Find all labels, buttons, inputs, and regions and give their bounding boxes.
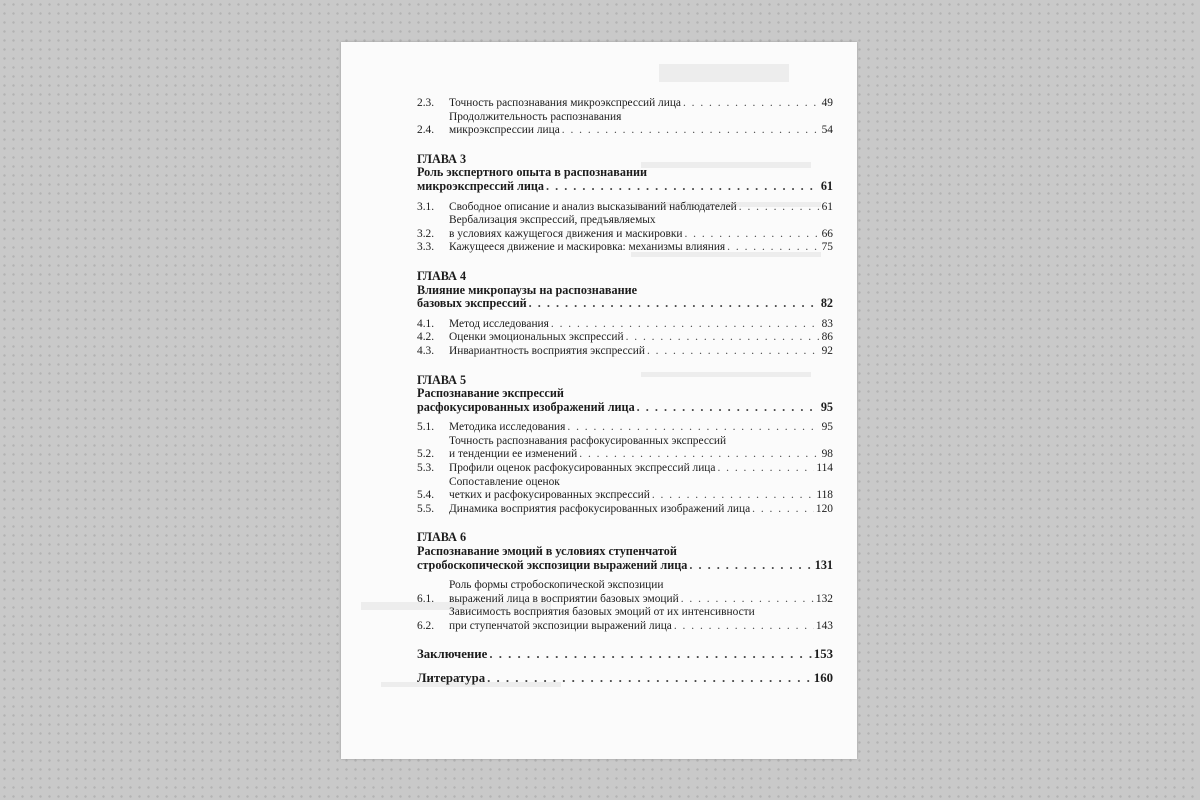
item-number: 3.3. — [417, 241, 435, 254]
item-title — [449, 421, 833, 435]
toc-item — [417, 318, 833, 332]
toc-item — [417, 421, 833, 435]
item-number: 5.4. — [417, 489, 435, 502]
page-number: 114 — [816, 462, 833, 475]
item-number: 5.5. — [417, 502, 435, 515]
document-page — [341, 42, 857, 759]
title-text: при ступенчатой экспозиции выражений лица — [449, 620, 672, 632]
closing-entry — [417, 670, 833, 686]
dot-leader — [739, 201, 820, 215]
title-text: Точность распознавания микроэкспрессий лица — [449, 97, 681, 109]
title-text: Роль экспертного опыта в распознавании — [417, 165, 648, 180]
page-number: 83 — [821, 317, 833, 330]
item-title — [449, 345, 833, 359]
item-title — [449, 97, 833, 111]
title-text: Метод исследования — [449, 317, 549, 330]
page-number: 153 — [813, 646, 833, 661]
item-title — [449, 111, 833, 138]
chapter-section — [417, 153, 833, 255]
title-line — [417, 545, 833, 559]
page-number: 75 — [821, 241, 833, 254]
item-number: 5.3. — [417, 462, 435, 475]
chapter-title-row — [417, 166, 833, 193]
page-number: 61 — [820, 178, 833, 193]
dot-leader — [752, 503, 814, 517]
page-number: 92 — [821, 344, 833, 357]
item-number: 4.3. — [417, 344, 435, 357]
dot-leader — [689, 559, 812, 573]
dot-leader — [579, 448, 819, 462]
toc-item — [417, 579, 833, 606]
chapter-label: ГЛАВА 6 — [417, 530, 467, 545]
title-line — [449, 201, 833, 215]
dot-leader — [529, 297, 819, 311]
title-text: Роль формы стробоскопической экспозиции — [449, 579, 664, 592]
title-line — [449, 421, 833, 435]
page-number: 95 — [821, 421, 833, 434]
intro-items — [417, 97, 833, 138]
dot-leader — [684, 228, 819, 242]
title-text: Инвариантность восприятия экспрессий — [449, 344, 645, 357]
chapter-title — [417, 387, 833, 414]
page-number: 95 — [820, 399, 833, 414]
title-text: Продолжительность распознавания — [449, 110, 622, 123]
title-text: Распознавание эмоций в условиях ступенчатой — [417, 544, 677, 559]
title-line — [449, 241, 833, 255]
item-number: 2.4. — [417, 124, 435, 137]
toc-item — [417, 111, 833, 138]
item-title — [449, 476, 833, 503]
title-line — [449, 503, 833, 517]
toc-item — [417, 476, 833, 503]
item-number: 6.1. — [417, 592, 435, 605]
title-text: микроэкспрессий лица — [417, 178, 545, 193]
title-line — [449, 489, 833, 503]
item-number: 3.1. — [417, 200, 435, 213]
title-line — [449, 606, 833, 620]
toc-item — [417, 606, 833, 633]
title-line — [449, 97, 833, 111]
item-number: 6.2. — [417, 620, 435, 632]
page-number: 66 — [821, 227, 833, 240]
title-text: Динамика восприятия расфокусированных изображений лица — [449, 502, 751, 515]
dot-leader — [626, 331, 820, 345]
dot-leader — [647, 345, 820, 359]
closing-title: Литература — [417, 670, 486, 685]
item-number: 4.2. — [417, 331, 435, 344]
title-text: Зависимость восприятия базовых эмоций от их интенсивности — [449, 606, 755, 619]
title-line — [417, 401, 833, 415]
toc-item — [417, 97, 833, 111]
title-line — [449, 331, 833, 345]
toc-item — [417, 345, 833, 359]
title-text: Влияние микропаузы на распознавание — [417, 282, 638, 297]
dot-leader — [674, 620, 814, 634]
item-title — [449, 318, 833, 332]
page-number: 143 — [815, 620, 833, 632]
title-line — [449, 345, 833, 359]
page-number: 82 — [820, 296, 833, 311]
page-number: 131 — [814, 557, 833, 572]
title-line — [449, 214, 833, 228]
item-number: 5.2. — [417, 448, 435, 461]
dot-leader — [562, 124, 820, 138]
title-line — [449, 593, 833, 607]
dot-leader — [489, 646, 811, 662]
page-number: 98 — [821, 448, 833, 461]
dot-leader — [681, 593, 814, 607]
title-text: Профили оценок расфокусированных экспрессий лица — [449, 462, 716, 475]
title-line — [417, 166, 833, 180]
title-text: Точность распознавания расфокусированных экспрессий — [449, 434, 727, 447]
title-text: микроэкспрессии лица — [449, 124, 560, 137]
title-line — [449, 579, 833, 593]
title-text: в условиях кажущегося движения и маскировки — [449, 227, 683, 240]
chapter-title — [417, 545, 833, 572]
table-of-contents — [417, 97, 833, 686]
item-title — [449, 606, 833, 633]
chapter-label: ГЛАВА 3 — [417, 151, 467, 166]
chapter-title-row — [417, 284, 833, 311]
title-text: расфокусированных изображений лица — [417, 399, 635, 414]
title-text: Вербализация экспрессий, предъявляемых — [449, 214, 656, 227]
toc-item — [417, 462, 833, 476]
title-text: четких и расфокусированных экспрессий — [449, 489, 650, 502]
toc-item — [417, 331, 833, 345]
title-text: выражений лица в восприятии базовых эмоций — [449, 592, 679, 605]
dot-leader — [727, 241, 819, 255]
title-text: Оценки эмоциональных экспрессий — [449, 331, 624, 344]
chapter-title — [417, 284, 833, 311]
title-text: стробоскопической экспозиции выражений лица — [417, 557, 688, 572]
toc-item — [417, 241, 833, 255]
title-line — [449, 124, 833, 138]
toc-item — [417, 214, 833, 241]
toc-item — [417, 435, 833, 462]
dot-leader — [487, 670, 812, 686]
item-number: 2.3. — [417, 97, 435, 109]
title-line — [449, 435, 833, 449]
dot-leader — [683, 97, 820, 111]
title-text: Распознавание экспрессий — [417, 386, 564, 401]
title-line — [449, 318, 833, 332]
chapter-items — [417, 201, 833, 255]
title-text: Свободное описание и анализ высказываний наблюдателей — [449, 200, 737, 213]
closing-title: Заключение — [417, 646, 488, 661]
chapter-section — [417, 374, 833, 517]
closing-entry — [417, 646, 833, 662]
item-title — [449, 579, 833, 606]
dot-leader — [652, 489, 815, 503]
toc-item — [417, 503, 833, 517]
title-text: Кажущееся движение и маскировка: механизмы влияния — [449, 241, 726, 254]
title-line — [417, 559, 833, 573]
item-title — [449, 462, 833, 476]
title-text: базовых экспрессий — [417, 296, 527, 311]
title-text: Сопоставление оценок — [449, 475, 560, 488]
page-number: 120 — [815, 502, 833, 515]
title-line — [449, 111, 833, 125]
page-number: 54 — [821, 124, 833, 137]
dot-leader — [567, 421, 819, 435]
chapter-items — [417, 421, 833, 516]
page-number: 49 — [821, 97, 833, 109]
chapter-section — [417, 531, 833, 633]
chapter-items — [417, 579, 833, 633]
closing-items — [417, 646, 833, 686]
chapter-title-row — [417, 545, 833, 572]
page-number: 160 — [813, 670, 833, 685]
title-line — [417, 297, 833, 311]
page-number: 61 — [821, 200, 833, 213]
chapter-label: ГЛАВА 4 — [417, 268, 467, 283]
item-number: 3.2. — [417, 227, 435, 240]
page-number: 118 — [816, 489, 833, 502]
dot-leader — [717, 462, 814, 476]
item-number: 4.1. — [417, 317, 435, 330]
page-number: 86 — [821, 331, 833, 344]
title-line — [417, 180, 833, 194]
title-line — [449, 462, 833, 476]
title-line — [449, 620, 833, 634]
title-text: Методика исследования — [449, 421, 566, 434]
title-line — [417, 387, 833, 401]
item-title — [449, 331, 833, 345]
page-number: 132 — [815, 592, 833, 605]
dot-leader — [546, 180, 819, 194]
item-title — [449, 201, 833, 215]
item-title — [449, 435, 833, 462]
title-line — [449, 476, 833, 490]
title-line — [449, 228, 833, 242]
item-title — [449, 214, 833, 241]
title-text: и тенденции ее изменений — [449, 448, 578, 461]
chapter-section — [417, 270, 833, 359]
chapter-title — [417, 166, 833, 193]
title-line — [417, 284, 833, 298]
title-line — [449, 448, 833, 462]
dot-leader — [551, 318, 820, 332]
item-title — [449, 503, 833, 517]
chapter-label: ГЛАВА 5 — [417, 372, 467, 387]
item-number: 5.1. — [417, 421, 435, 434]
chapter-title-row — [417, 387, 833, 414]
chapter-items — [417, 318, 833, 359]
dot-leader — [637, 401, 819, 415]
toc-item — [417, 201, 833, 215]
item-title — [449, 241, 833, 255]
